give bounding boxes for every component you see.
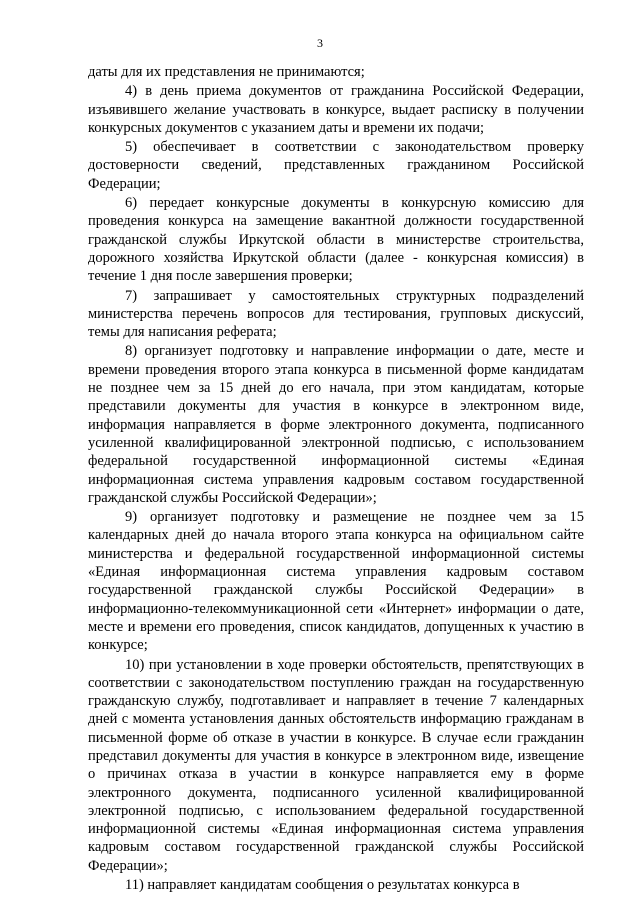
text-line: кадровым составом государственной гражданской службы Российской: [88, 839, 584, 856]
text-line: календарных дней до начала второго этапа конкурса на официальном сайте: [88, 527, 584, 544]
text-line: 8) организует подготовку и направление информации о дате, месте и: [125, 343, 584, 360]
text-line: усиленной квалифицированной электронной подписью, с использованием: [88, 434, 584, 451]
text-line: времени проведения второго этапа конкурса в письменной форме кандидатам: [88, 361, 584, 378]
paragraph: [88, 342, 584, 507]
text-line: 9) организует подготовку и размещение не позднее чем за 15: [125, 509, 584, 526]
text-line: информационной системы «Единая информационная система управления: [88, 821, 584, 838]
text-line: министерства и федеральной государственной информационной системы: [88, 545, 584, 562]
paragraph: [88, 63, 584, 81]
paragraph: [88, 876, 584, 894]
text-line: течение 1 дня после завершения проверки;: [88, 268, 353, 285]
text-line: 6) передает конкурсные документы в конкурсную комиссию для: [125, 195, 584, 212]
text-line: 5) обеспечивает в соответствии с законодательством проверку: [125, 139, 584, 156]
text-line: достоверности сведений, представленных гражданином Российской: [88, 157, 584, 174]
text-line: электронной подписью, с использованием федеральной государственной: [88, 802, 584, 819]
text-line: Федерации;: [88, 175, 161, 192]
paragraph: [88, 138, 584, 193]
text-line: гражданской службы Российской Федерации»;: [88, 489, 377, 506]
text-line: федеральной государственной информационной системы «Единая: [88, 453, 584, 470]
text-line: представил документы для участия в конкурсе в электронном виде, извещение: [88, 747, 584, 764]
text-line: Федерации»;: [88, 857, 168, 874]
text-line: государственной гражданской службы Российской Федерации» в: [88, 582, 584, 599]
text-line: информационная система управления кадровым составом государственной: [88, 471, 584, 488]
paragraph: [88, 508, 584, 654]
text-line: дней с момента установления данных обстоятельств информацию гражданам в: [88, 711, 584, 728]
paragraph: [88, 82, 584, 137]
text-line: 7) запрашивает у самостоятельных структурных подразделений: [125, 287, 584, 304]
document-body: [88, 63, 584, 895]
text-line: проведения конкурса на замещение вакантной должности государственной: [88, 213, 584, 230]
text-line: темы для написания реферата;: [88, 324, 277, 341]
text-line: информационно-телекоммуникационной сети «Интернет» информации о дате,: [88, 600, 584, 617]
text-line: министерства перечень вопросов для тестирования, групповых дискуссий,: [88, 305, 584, 322]
text-line: конкурсных документов с указанием даты и времени их подачи;: [88, 119, 485, 136]
text-line: не позднее чем за 15 дней до его начала, при этом кандидатам, которые: [88, 380, 584, 397]
text-line: информация направляется в форме электронного документа, подписанного: [88, 416, 584, 433]
text-line: месте и времени его проведения, список кандидатов, допущенных к участию в: [88, 618, 584, 635]
text-line: письменной форме об отказе в участии в конкурсе. В случае если гражданин: [88, 729, 584, 746]
text-line: гражданскую службу, подготавливает и направляет в течение 7 календарных: [88, 693, 584, 710]
text-line: 4) в день приема документов от гражданина Российской Федерации,: [125, 83, 584, 100]
text-line: даты для их представления не принимаются;: [88, 64, 365, 80]
text-line: 10) при установлении в ходе проверки обстоятельств, препятствующих в: [125, 656, 584, 673]
page-number: 3: [317, 36, 323, 50]
paragraph: [88, 194, 584, 285]
text-line: дорожного хозяйства Иркутской области (далее - конкурсная комиссия) в: [88, 249, 584, 266]
text-line: электронного документа, подписанного усиленной квалифицированной: [88, 784, 584, 801]
text-line: конкурсе;: [88, 637, 148, 654]
text-line: соответствии с законодательством поступлению граждан на государственную: [88, 674, 584, 691]
paragraph: [88, 287, 584, 342]
text-line: представили документы для участия в конкурсе в электронном виде,: [88, 398, 584, 415]
text-line: изъявившего желание участвовать в конкурсе, выдает расписку в получении: [88, 101, 584, 118]
text-line: гражданской службы Иркутской области в министерстве строительства,: [88, 231, 584, 248]
text-line: о причинах отказа в участии в конкурсе направляется ему в форме: [88, 766, 584, 783]
paragraph: [88, 656, 584, 876]
text-line: «Единая информационная система управления кадровым составом: [88, 564, 584, 581]
text-line: 11) направляет кандидатам сообщения о результатах конкурса в: [125, 877, 520, 894]
